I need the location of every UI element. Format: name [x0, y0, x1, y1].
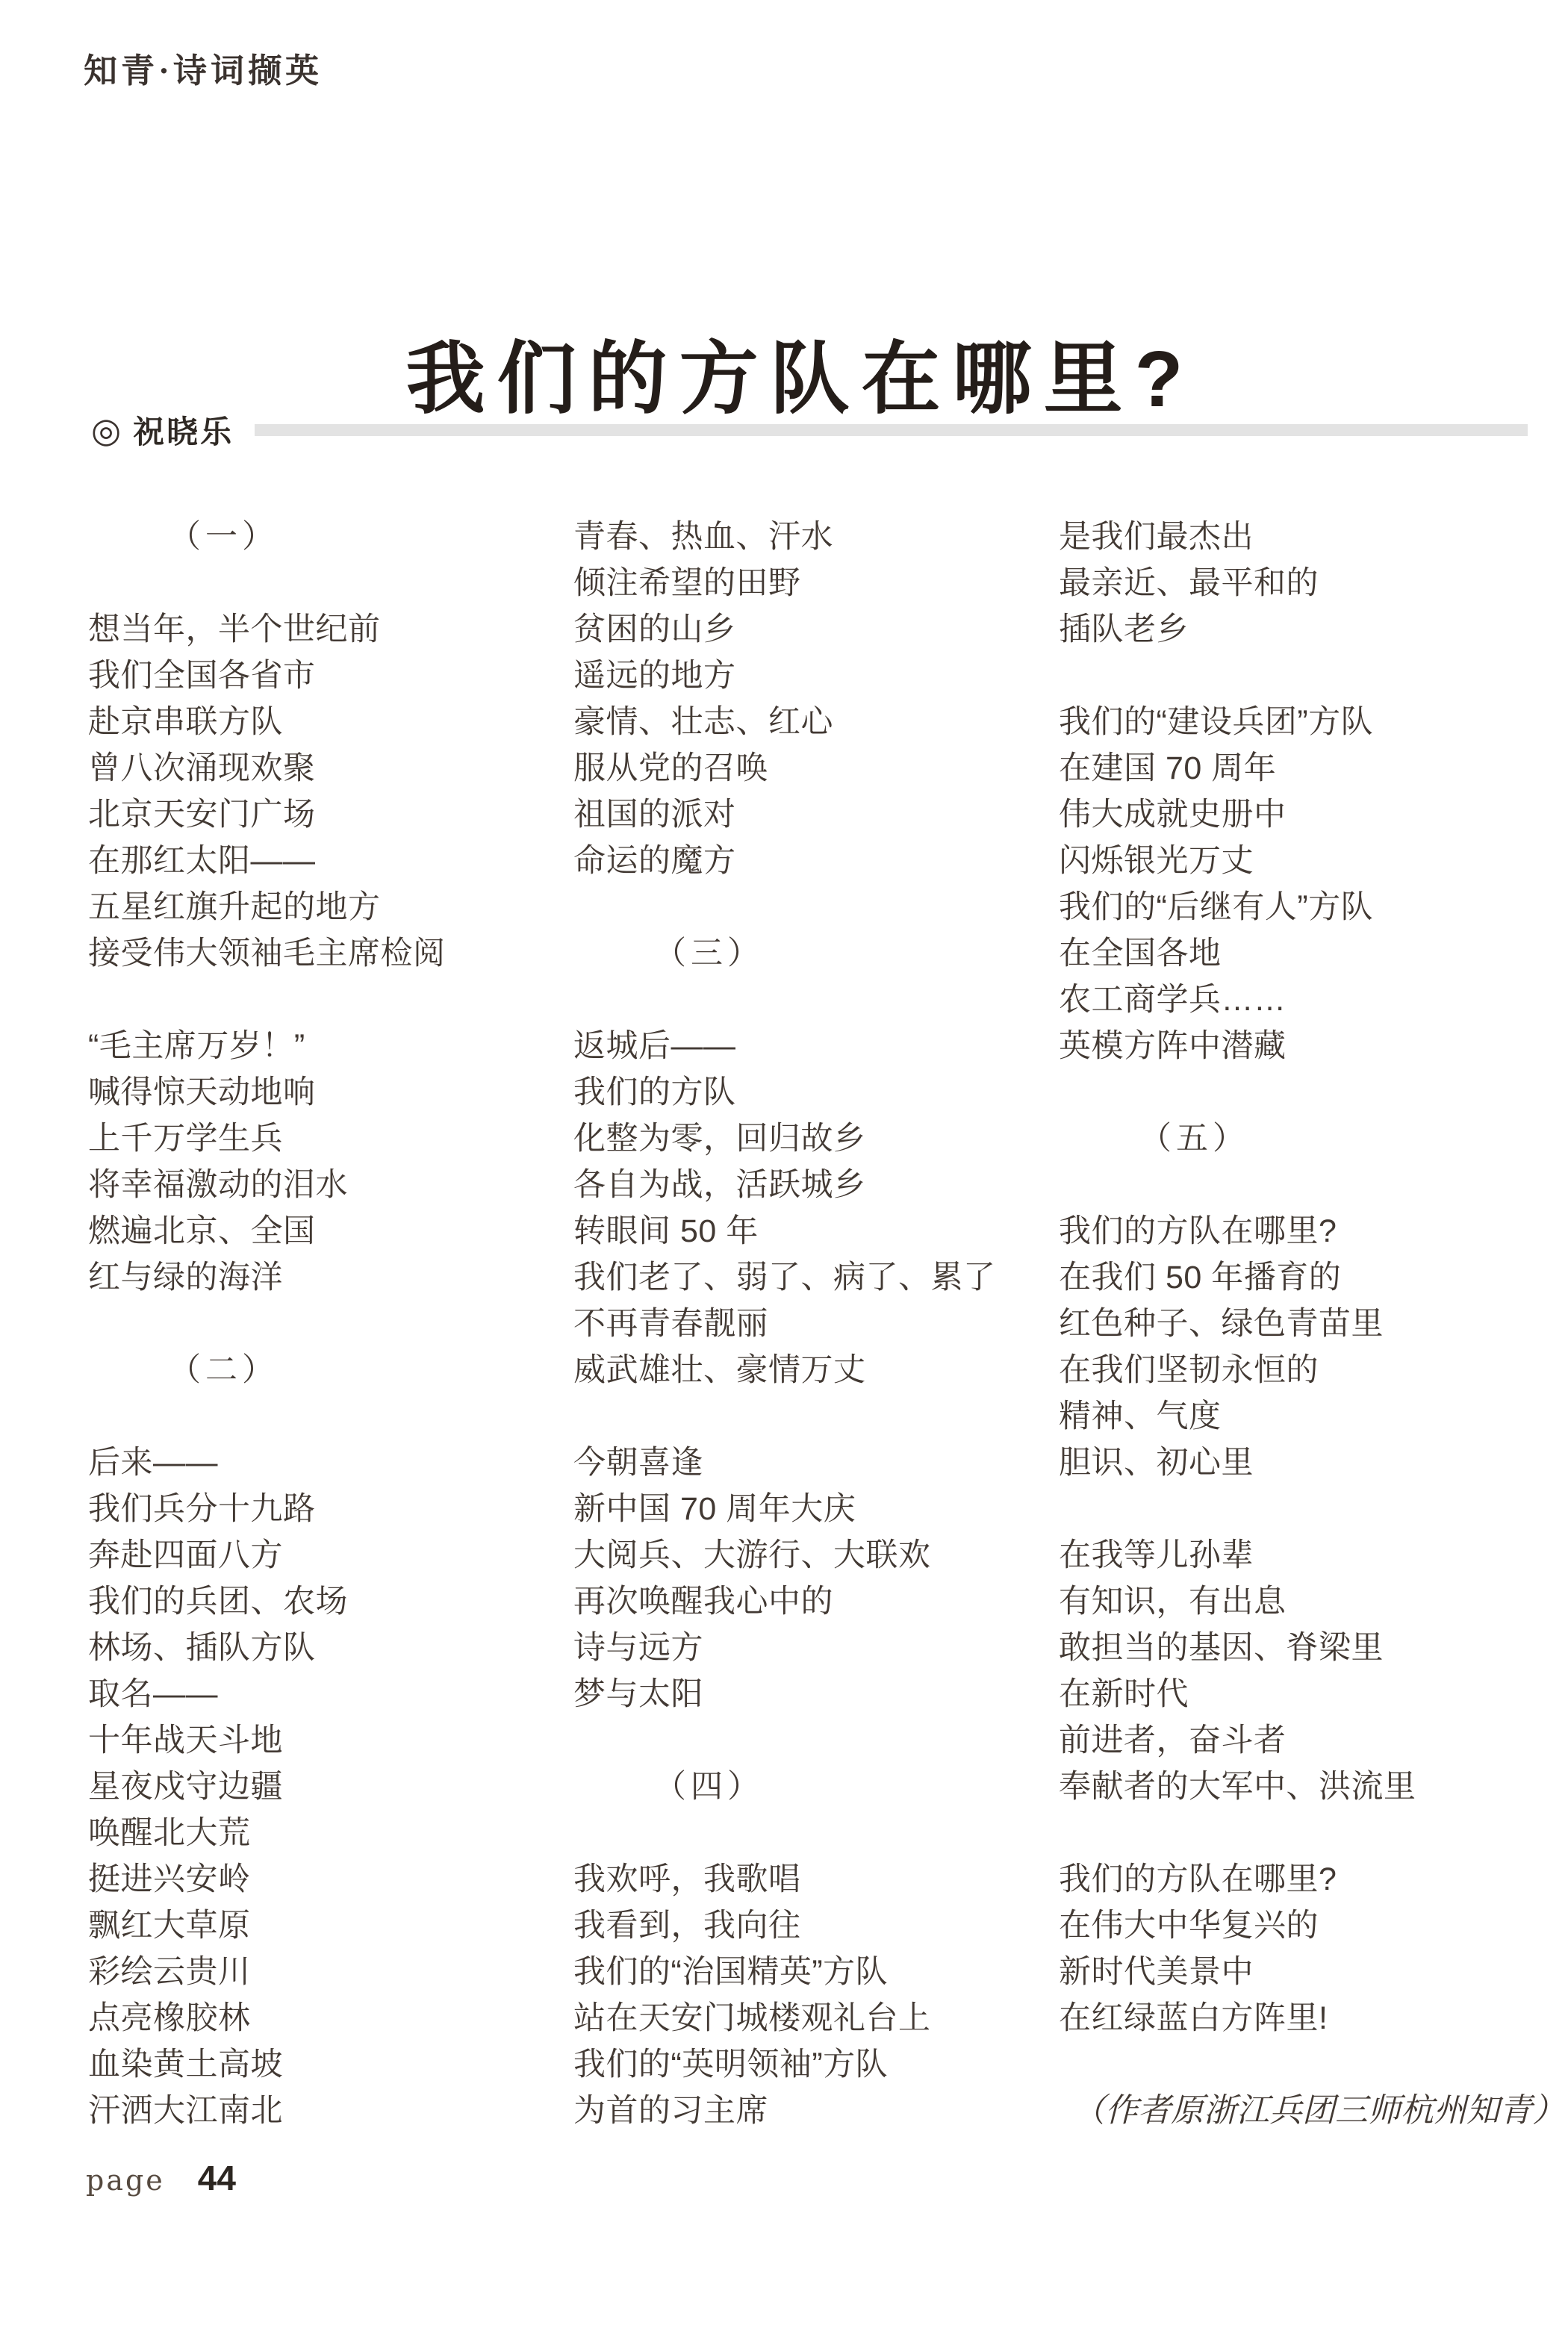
poem-line: 红与绿的海洋 — [88, 1260, 283, 1295]
poem-line: 新时代美景中 — [1059, 1954, 1254, 1990]
poem-line: 在我们 50 年播育的 — [1059, 1260, 1342, 1295]
author-row — [91, 411, 1528, 449]
poem-line: 威武雄壮、豪情万丈 — [573, 1352, 866, 1388]
poem-line: 将幸福激动的泪水 — [88, 1167, 348, 1203]
poem-line: 燃遍北京、全国 — [88, 1213, 316, 1249]
poem-line: 在全国各地 — [1059, 936, 1222, 971]
poem-line: 林场、插队方队 — [88, 1630, 316, 1666]
poem-line: 胆识、初心里 — [1059, 1445, 1254, 1481]
poem-line: 祖国的派对 — [573, 797, 736, 833]
poem-line: 返城后—— — [573, 1028, 736, 1064]
poem-line: 精神、气度 — [1059, 1399, 1222, 1434]
divider-rule — [255, 424, 1528, 436]
poem-line: 飘红大草原 — [88, 1908, 251, 1944]
page-footer — [86, 2158, 236, 2198]
poem-line: 奉献者的大军中、洪流里 — [1059, 1769, 1416, 1805]
footer-page-number: 44 — [197, 2159, 236, 2197]
stanza-heading: （四） — [654, 1769, 764, 1805]
poem-line: 我们的方队在哪里? — [1059, 1213, 1337, 1249]
poem-line: 是我们最杰出 — [1059, 519, 1254, 555]
poem-column-2 — [573, 514, 1055, 2134]
stanza-heading: （二） — [169, 1352, 279, 1388]
poem-line: 曾八次涌现欢聚 — [88, 750, 316, 786]
blank-line — [573, 1810, 1055, 1856]
poem-line: 我们的方队 — [573, 1074, 736, 1110]
poem-line: 化整为零，回归故乡 — [573, 1121, 866, 1157]
poem-line: 站在天安门城楼观礼台上 — [573, 2000, 931, 2036]
poem-line: 在那红太阳—— — [88, 843, 316, 879]
poem-line: 倾注希望的田野 — [573, 565, 801, 601]
poem-line: 梦与太阳 — [573, 1676, 703, 1712]
poem-line: 我们的“治国精英”方队 — [573, 1954, 889, 1990]
poem-line: 五星红旗升起的地方 — [88, 889, 381, 925]
poem-column-1 — [88, 514, 570, 2134]
poem-line: 农工商学兵…… — [1059, 982, 1287, 1018]
stanza-heading: （一） — [169, 519, 279, 555]
poem-line: 我们兵分十九路 — [88, 1491, 316, 1527]
poem-line: 新中国 70 周年大庆 — [573, 1491, 856, 1527]
poem-line: 上千万学生兵 — [88, 1121, 283, 1157]
blank-line — [88, 1301, 570, 1347]
poem-line: 在新时代 — [1059, 1676, 1189, 1712]
poem-line: 英模方阵中潜藏 — [1059, 1028, 1287, 1064]
poem-line: 我们的方队在哪里? — [1059, 1861, 1337, 1897]
poem-line: 我们的兵团、农场 — [88, 1584, 348, 1620]
poem-line: 诗与远方 — [573, 1630, 703, 1666]
poem-line: 我们的“后继有人”方队 — [1059, 889, 1374, 925]
stanza-heading: （五） — [1139, 1121, 1249, 1157]
poem-line: 在建国 70 周年 — [1059, 750, 1277, 786]
poem-line: 最亲近、最平和的 — [1059, 565, 1319, 601]
section-kicker: 知青·诗词撷英 — [84, 52, 323, 90]
poem-line: 青春、热血、汗水 — [573, 519, 833, 555]
poem-line: 遥远的地方 — [573, 658, 736, 694]
poem-line: 后来—— — [88, 1445, 218, 1481]
blank-line — [88, 977, 570, 1023]
stanza-heading: （三） — [654, 936, 764, 971]
blank-line — [1059, 1810, 1540, 1856]
poem-line: 大阅兵、大游行、大联欢 — [573, 1537, 931, 1573]
poem-line: 想当年，半个世纪前 — [88, 612, 381, 647]
blank-line — [573, 977, 1055, 1023]
poem-line: 有知识，有出息 — [1059, 1584, 1287, 1620]
blank-line — [1059, 1486, 1540, 1532]
poem-line: 在我等儿孙辈 — [1059, 1537, 1254, 1573]
blank-line — [88, 1393, 570, 1440]
poem-line: 我们的“英明领袖”方队 — [573, 2047, 889, 2082]
poem-line: 喊得惊天动地响 — [88, 1074, 316, 1110]
poem-line: 唤醒北大荒 — [88, 1815, 251, 1851]
poem-line: 我们的“建设兵团”方队 — [1059, 704, 1374, 740]
poem-line: 血染黄土高坡 — [88, 2047, 283, 2082]
blank-line — [1059, 1069, 1540, 1116]
poem-line: 敢担当的基因、脊梁里 — [1059, 1630, 1384, 1666]
poem-line: 再次唤醒我心中的 — [573, 1584, 833, 1620]
poem-line: 红色种子、绿色青苗里 — [1059, 1306, 1384, 1342]
poem-line: 各自为战，活跃城乡 — [573, 1167, 866, 1203]
poem-line: 在我们坚韧永恒的 — [1059, 1352, 1319, 1388]
poem-line: 汗洒大江南北 — [88, 2093, 283, 2129]
poem-line: 十年战天斗地 — [88, 1723, 283, 1758]
poem-line: 闪烁银光万丈 — [1059, 843, 1254, 879]
poem-line: 奔赴四面八方 — [88, 1537, 283, 1573]
blank-line — [88, 560, 570, 606]
author-bullseye-icon: ◎ — [91, 411, 122, 449]
poem-line: 我们老了、弱了、病了、累了 — [573, 1260, 996, 1295]
poem-line: 为首的习主席 — [573, 2093, 768, 2129]
author-name: 祝晓乐 — [133, 414, 234, 449]
poem-line: 命运的魔方 — [573, 843, 736, 879]
poem-line: 豪情、壮志、红心 — [573, 704, 833, 740]
poem-line: 挺进兴安岭 — [88, 1861, 251, 1897]
poem-column-3 — [1059, 514, 1565, 2134]
poem-line: 接受伟大领袖毛主席检阅 — [88, 936, 446, 971]
blank-line — [573, 1717, 1055, 1764]
poem-line: 在红绿蓝白方阵里! — [1059, 2000, 1328, 2036]
blank-line — [573, 1393, 1055, 1440]
poem-line: 赴京串联方队 — [88, 704, 283, 740]
poem-line: 在伟大中华复兴的 — [1059, 1908, 1319, 1944]
poem-line: 我看到，我向往 — [573, 1908, 801, 1944]
poem-line: 取名—— — [88, 1676, 218, 1712]
poem-line: “毛主席万岁！” — [88, 1028, 305, 1064]
poem-line: 伟大成就史册中 — [1059, 797, 1287, 833]
blank-line — [1059, 2041, 1540, 2088]
blank-line — [1059, 1162, 1540, 1208]
poem-line: 服从党的召唤 — [573, 750, 768, 786]
poem-line: 点亮橡胶林 — [88, 2000, 251, 2036]
poem-line: 北京天安门广场 — [88, 797, 316, 833]
poem-line: 今朝喜逢 — [573, 1445, 703, 1481]
poem-title: 我们的方队在哪里? — [405, 335, 1195, 424]
poem-line: 我欢呼，我歌唱 — [573, 1861, 801, 1897]
author-attribution-line: （作者原浙江兵团三师杭州知青） — [1072, 2092, 1565, 2129]
blank-line — [573, 884, 1055, 930]
poem-line: 前进者，奋斗者 — [1059, 1723, 1287, 1758]
poem-line: 星夜戍守边疆 — [88, 1769, 283, 1805]
poem-line: 我们全国各省市 — [88, 658, 316, 694]
poem-line: 插队老乡 — [1059, 612, 1189, 647]
poem-line: 不再青春靓丽 — [573, 1306, 768, 1342]
poem-line: 彩绘云贵川 — [88, 1954, 251, 1990]
poem-line: 贫困的山乡 — [573, 612, 736, 647]
poem-line: 转眼间 50 年 — [573, 1213, 759, 1249]
footer-page-label: page — [86, 2164, 165, 2197]
blank-line — [1059, 653, 1540, 699]
